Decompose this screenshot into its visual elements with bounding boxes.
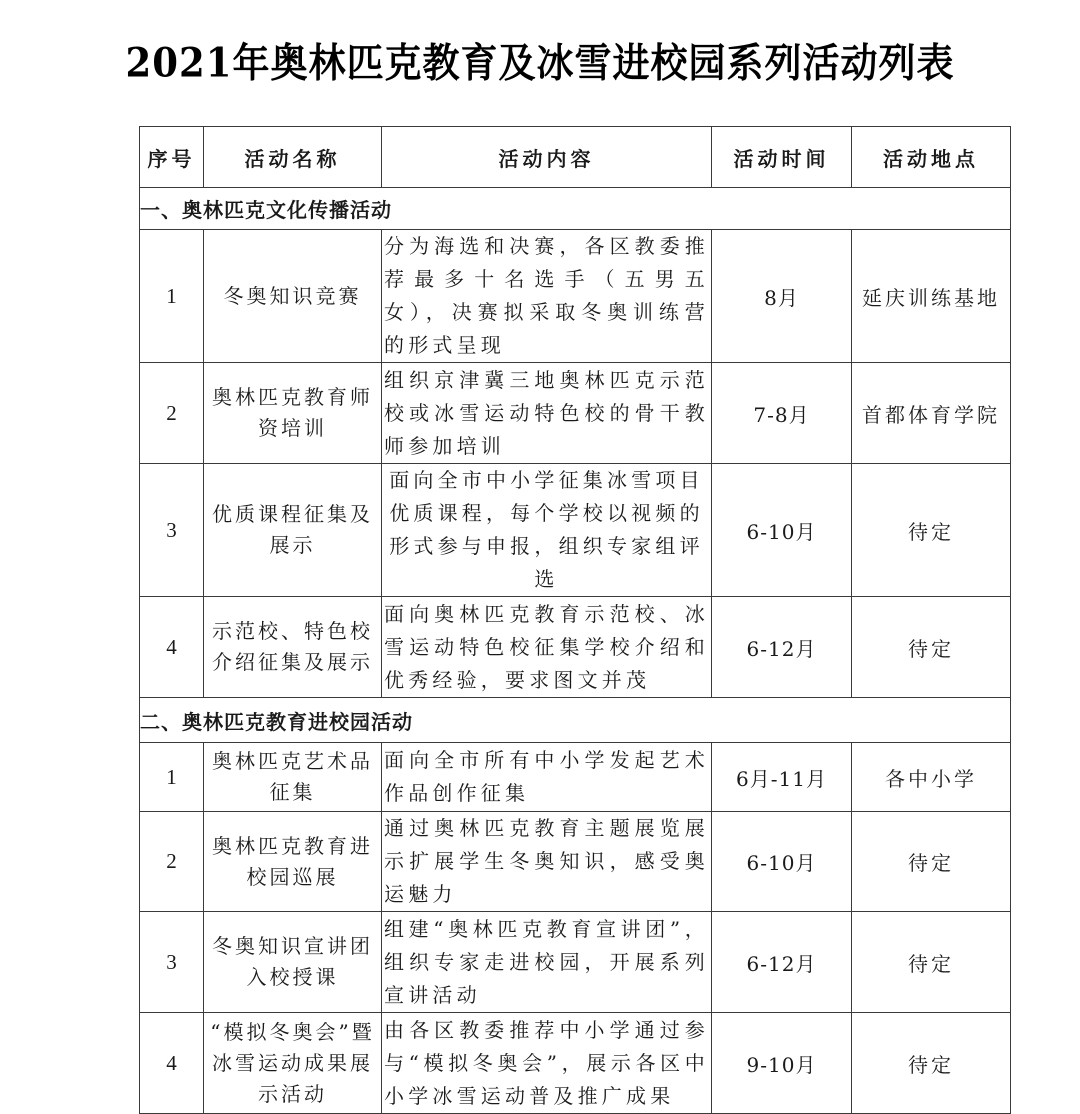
activity-place: 待定 (852, 464, 1011, 597)
activity-name: 奥林匹克艺术品征集 (204, 743, 382, 812)
activity-time: 6-12月 (712, 912, 852, 1013)
activity-name: 冬奥知识宣讲团入校授课 (204, 912, 382, 1013)
header-place: 活动地点 (852, 127, 1011, 188)
table-row (140, 812, 1011, 912)
activity-time: 9-10月 (712, 1013, 852, 1114)
row-index: 4 (140, 1013, 204, 1114)
activity-name: 示范校、特色校介绍征集及展示 (204, 597, 382, 698)
row-index: 2 (140, 812, 204, 912)
table-header-row (140, 127, 1011, 188)
activity-place: 待定 (852, 597, 1011, 698)
table-row (140, 597, 1011, 698)
header-content: 活动内容 (382, 127, 712, 188)
activity-content: 组建“奥林匹克教育宣讲团”，组织专家走进校园，开展系列宣讲活动 (382, 912, 712, 1013)
table-row (140, 363, 1011, 464)
activity-place: 各中小学 (852, 743, 1011, 812)
activity-content: 分为海选和决赛，各区教委推荐最多十名选手（五男五女），决赛拟采取冬奥训练营的形式呈现 (382, 230, 712, 363)
activity-time: 6-10月 (712, 464, 852, 597)
row-index: 3 (140, 464, 204, 597)
table-row (140, 1013, 1011, 1114)
activity-content: 面向全市中小学征集冰雪项目优质课程，每个学校以视频的形式参与申报，组织专家组评选 (382, 464, 712, 597)
activity-place: 待定 (852, 812, 1011, 912)
section-row (140, 698, 1011, 743)
activity-content: 面向奥林匹克教育示范校、冰雪运动特色校征集学校介绍和优秀经验，要求图文并茂 (382, 597, 712, 698)
document-title: 2021年奥林匹克教育及冰雪进校园系列活动列表 (125, 38, 955, 86)
activity-place: 首都体育学院 (852, 363, 1011, 464)
header-index: 序号 (140, 127, 204, 188)
row-index: 1 (140, 743, 204, 812)
activity-name: 冬奥知识竞赛 (204, 230, 382, 363)
row-index: 4 (140, 597, 204, 698)
activity-place: 待定 (852, 912, 1011, 1013)
activity-time: 7-8月 (712, 363, 852, 464)
activity-place: 待定 (852, 1013, 1011, 1114)
row-index: 2 (140, 363, 204, 464)
activity-place: 延庆训练基地 (852, 230, 1011, 363)
activity-time: 8月 (712, 230, 852, 363)
table-row (140, 743, 1011, 812)
header-time: 活动时间 (712, 127, 852, 188)
row-index: 1 (140, 230, 204, 363)
activity-content: 面向全市所有中小学发起艺术作品创作征集 (382, 743, 712, 812)
header-name: 活动名称 (204, 127, 382, 188)
table-row (140, 912, 1011, 1013)
section-row (140, 188, 1011, 230)
activity-content: 通过奥林匹克教育主题展览展示扩展学生冬奥知识，感受奥运魅力 (382, 812, 712, 912)
section-title: 一、奥林匹克文化传播活动 (140, 188, 1011, 230)
activity-name: 优质课程征集及展示 (204, 464, 382, 597)
section-title: 二、奥林匹克教育进校园活动 (140, 698, 1011, 743)
table-row (140, 230, 1011, 363)
activity-name: 奥林匹克教育师资培训 (204, 363, 382, 464)
row-index: 3 (140, 912, 204, 1013)
activity-content: 由各区教委推荐中小学通过参与“模拟冬奥会”，展示各区中小学冰雪运动普及推广成果 (382, 1013, 712, 1114)
activity-time: 6-12月 (712, 597, 852, 698)
activity-content: 组织京津冀三地奥林匹克示范校或冰雪运动特色校的骨干教师参加培训 (382, 363, 712, 464)
activities-table (139, 126, 1011, 1114)
activity-name: 奥林匹克教育进校园巡展 (204, 812, 382, 912)
activity-time: 6-10月 (712, 812, 852, 912)
activity-name: “模拟冬奥会”暨冰雪运动成果展示活动 (204, 1013, 382, 1114)
table-row (140, 464, 1011, 597)
activity-time: 6月-11月 (712, 743, 852, 812)
